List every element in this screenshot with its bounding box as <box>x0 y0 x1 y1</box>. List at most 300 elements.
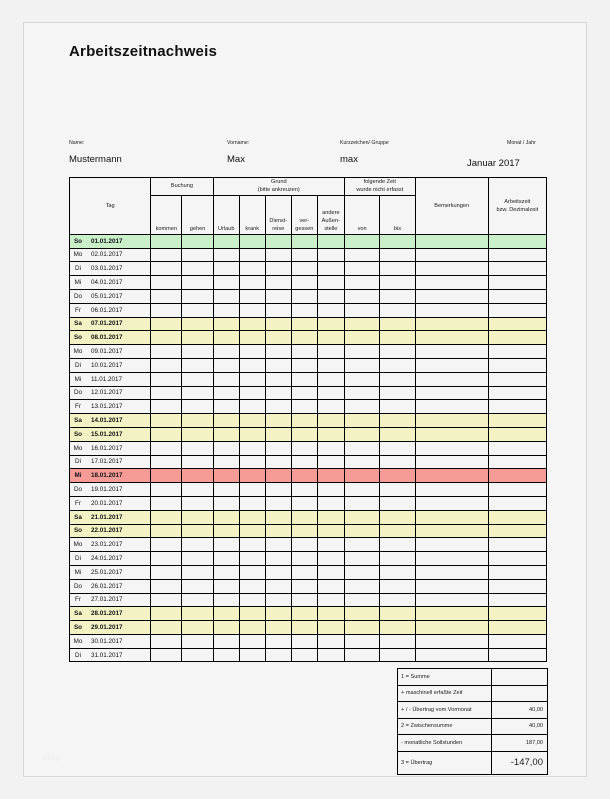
cell-urlaub[interactable] <box>213 496 239 510</box>
cell-vergessen[interactable] <box>291 524 317 538</box>
cell-gehen[interactable] <box>182 483 213 497</box>
cell-gehen[interactable] <box>182 303 213 317</box>
cell-aussenstelle[interactable] <box>317 607 344 621</box>
cell-bemerkungen[interactable] <box>415 358 488 372</box>
cell-gehen[interactable] <box>182 510 213 524</box>
cell-dienstreise[interactable] <box>265 441 291 455</box>
cell-dienstreise[interactable] <box>265 358 291 372</box>
cell-gehen[interactable] <box>182 524 213 538</box>
cell-kommen[interactable] <box>151 621 182 635</box>
cell-von[interactable] <box>344 358 379 372</box>
cell-von[interactable] <box>344 317 379 331</box>
cell-vergessen[interactable] <box>291 607 317 621</box>
cell-arbeitszeit[interactable] <box>488 552 546 566</box>
cell-bis[interactable] <box>380 331 415 345</box>
cell-arbeitszeit[interactable] <box>488 565 546 579</box>
cell-gehen[interactable] <box>182 276 213 290</box>
cell-arbeitszeit[interactable] <box>488 593 546 607</box>
cell-von[interactable] <box>344 510 379 524</box>
cell-krank[interactable] <box>239 358 265 372</box>
cell-bemerkungen[interactable] <box>415 276 488 290</box>
cell-vergessen[interactable] <box>291 303 317 317</box>
cell-kommen[interactable] <box>151 372 182 386</box>
cell-dienstreise[interactable] <box>265 455 291 469</box>
cell-gehen[interactable] <box>182 538 213 552</box>
cell-gehen[interactable] <box>182 634 213 648</box>
cell-von[interactable] <box>344 579 379 593</box>
cell-gehen[interactable] <box>182 441 213 455</box>
cell-dienstreise[interactable] <box>265 303 291 317</box>
cell-gehen[interactable] <box>182 262 213 276</box>
cell-krank[interactable] <box>239 248 265 262</box>
cell-aussenstelle[interactable] <box>317 317 344 331</box>
cell-aussenstelle[interactable] <box>317 345 344 359</box>
cell-von[interactable] <box>344 648 379 662</box>
cell-krank[interactable] <box>239 621 265 635</box>
cell-urlaub[interactable] <box>213 262 239 276</box>
cell-kommen[interactable] <box>151 386 182 400</box>
cell-vergessen[interactable] <box>291 331 317 345</box>
cell-arbeitszeit[interactable] <box>488 621 546 635</box>
cell-vergessen[interactable] <box>291 621 317 635</box>
cell-urlaub[interactable] <box>213 593 239 607</box>
cell-dienstreise[interactable] <box>265 496 291 510</box>
cell-dienstreise[interactable] <box>265 234 291 248</box>
cell-arbeitszeit[interactable] <box>488 317 546 331</box>
cell-dienstreise[interactable] <box>265 565 291 579</box>
cell-gehen[interactable] <box>182 317 213 331</box>
cell-aussenstelle[interactable] <box>317 565 344 579</box>
cell-bis[interactable] <box>380 565 415 579</box>
cell-krank[interactable] <box>239 496 265 510</box>
cell-urlaub[interactable] <box>213 607 239 621</box>
cell-arbeitszeit[interactable] <box>488 414 546 428</box>
cell-aussenstelle[interactable] <box>317 538 344 552</box>
cell-aussenstelle[interactable] <box>317 634 344 648</box>
cell-arbeitszeit[interactable] <box>488 331 546 345</box>
cell-urlaub[interactable] <box>213 552 239 566</box>
cell-dienstreise[interactable] <box>265 427 291 441</box>
cell-krank[interactable] <box>239 607 265 621</box>
cell-von[interactable] <box>344 634 379 648</box>
cell-bis[interactable] <box>380 234 415 248</box>
cell-vergessen[interactable] <box>291 372 317 386</box>
cell-gehen[interactable] <box>182 400 213 414</box>
cell-krank[interactable] <box>239 289 265 303</box>
cell-bis[interactable] <box>380 455 415 469</box>
cell-dienstreise[interactable] <box>265 262 291 276</box>
cell-aussenstelle[interactable] <box>317 234 344 248</box>
cell-aussenstelle[interactable] <box>317 372 344 386</box>
cell-gehen[interactable] <box>182 331 213 345</box>
cell-vergessen[interactable] <box>291 496 317 510</box>
cell-krank[interactable] <box>239 483 265 497</box>
cell-kommen[interactable] <box>151 524 182 538</box>
cell-arbeitszeit[interactable] <box>488 538 546 552</box>
cell-kommen[interactable] <box>151 469 182 483</box>
cell-bemerkungen[interactable] <box>415 317 488 331</box>
cell-aussenstelle[interactable] <box>317 455 344 469</box>
cell-kommen[interactable] <box>151 496 182 510</box>
cell-aussenstelle[interactable] <box>317 648 344 662</box>
cell-bemerkungen[interactable] <box>415 414 488 428</box>
cell-von[interactable] <box>344 276 379 290</box>
cell-bemerkungen[interactable] <box>415 455 488 469</box>
cell-dienstreise[interactable] <box>265 552 291 566</box>
cell-urlaub[interactable] <box>213 248 239 262</box>
cell-urlaub[interactable] <box>213 579 239 593</box>
cell-vergessen[interactable] <box>291 565 317 579</box>
cell-arbeitszeit[interactable] <box>488 483 546 497</box>
cell-von[interactable] <box>344 345 379 359</box>
cell-gehen[interactable] <box>182 496 213 510</box>
cell-bemerkungen[interactable] <box>415 565 488 579</box>
cell-aussenstelle[interactable] <box>317 400 344 414</box>
cell-arbeitszeit[interactable] <box>488 634 546 648</box>
cell-von[interactable] <box>344 565 379 579</box>
cell-gehen[interactable] <box>182 579 213 593</box>
cell-dienstreise[interactable] <box>265 345 291 359</box>
cell-dienstreise[interactable] <box>265 386 291 400</box>
cell-urlaub[interactable] <box>213 358 239 372</box>
cell-krank[interactable] <box>239 469 265 483</box>
cell-arbeitszeit[interactable] <box>488 358 546 372</box>
cell-bemerkungen[interactable] <box>415 441 488 455</box>
cell-bemerkungen[interactable] <box>415 552 488 566</box>
cell-gehen[interactable] <box>182 648 213 662</box>
cell-bemerkungen[interactable] <box>415 634 488 648</box>
cell-von[interactable] <box>344 538 379 552</box>
cell-urlaub[interactable] <box>213 524 239 538</box>
cell-von[interactable] <box>344 455 379 469</box>
cell-vergessen[interactable] <box>291 400 317 414</box>
cell-vergessen[interactable] <box>291 358 317 372</box>
cell-dienstreise[interactable] <box>265 538 291 552</box>
cell-krank[interactable] <box>239 455 265 469</box>
cell-aussenstelle[interactable] <box>317 414 344 428</box>
cell-kommen[interactable] <box>151 634 182 648</box>
cell-arbeitszeit[interactable] <box>488 496 546 510</box>
cell-arbeitszeit[interactable] <box>488 248 546 262</box>
cell-arbeitszeit[interactable] <box>488 510 546 524</box>
cell-bemerkungen[interactable] <box>415 345 488 359</box>
cell-dienstreise[interactable] <box>265 414 291 428</box>
cell-vergessen[interactable] <box>291 317 317 331</box>
cell-arbeitszeit[interactable] <box>488 234 546 248</box>
cell-aussenstelle[interactable] <box>317 331 344 345</box>
cell-urlaub[interactable] <box>213 414 239 428</box>
cell-dienstreise[interactable] <box>265 607 291 621</box>
summary-value[interactable] <box>492 669 548 686</box>
cell-krank[interactable] <box>239 345 265 359</box>
cell-krank[interactable] <box>239 400 265 414</box>
cell-urlaub[interactable] <box>213 331 239 345</box>
cell-urlaub[interactable] <box>213 510 239 524</box>
cell-urlaub[interactable] <box>213 372 239 386</box>
cell-bemerkungen[interactable] <box>415 303 488 317</box>
cell-krank[interactable] <box>239 510 265 524</box>
cell-gehen[interactable] <box>182 607 213 621</box>
cell-aussenstelle[interactable] <box>317 621 344 635</box>
cell-von[interactable] <box>344 427 379 441</box>
cell-bemerkungen[interactable] <box>415 579 488 593</box>
cell-bemerkungen[interactable] <box>415 469 488 483</box>
cell-dienstreise[interactable] <box>265 634 291 648</box>
cell-bemerkungen[interactable] <box>415 483 488 497</box>
cell-dienstreise[interactable] <box>265 621 291 635</box>
cell-von[interactable] <box>344 496 379 510</box>
cell-urlaub[interactable] <box>213 565 239 579</box>
cell-von[interactable] <box>344 234 379 248</box>
cell-urlaub[interactable] <box>213 303 239 317</box>
cell-kommen[interactable] <box>151 455 182 469</box>
cell-dienstreise[interactable] <box>265 579 291 593</box>
cell-bemerkungen[interactable] <box>415 262 488 276</box>
cell-kommen[interactable] <box>151 345 182 359</box>
cell-bis[interactable] <box>380 524 415 538</box>
cell-dienstreise[interactable] <box>265 469 291 483</box>
cell-kommen[interactable] <box>151 303 182 317</box>
cell-dienstreise[interactable] <box>265 524 291 538</box>
cell-bis[interactable] <box>380 538 415 552</box>
cell-vergessen[interactable] <box>291 248 317 262</box>
cell-von[interactable] <box>344 262 379 276</box>
cell-arbeitszeit[interactable] <box>488 372 546 386</box>
cell-gehen[interactable] <box>182 289 213 303</box>
cell-urlaub[interactable] <box>213 234 239 248</box>
cell-urlaub[interactable] <box>213 427 239 441</box>
cell-von[interactable] <box>344 441 379 455</box>
cell-kommen[interactable] <box>151 414 182 428</box>
summary-value[interactable]: 187,00 <box>492 735 548 752</box>
cell-vergessen[interactable] <box>291 441 317 455</box>
cell-bis[interactable] <box>380 372 415 386</box>
cell-vergessen[interactable] <box>291 510 317 524</box>
cell-dienstreise[interactable] <box>265 400 291 414</box>
cell-krank[interactable] <box>239 386 265 400</box>
cell-kommen[interactable] <box>151 607 182 621</box>
cell-kommen[interactable] <box>151 289 182 303</box>
cell-vergessen[interactable] <box>291 648 317 662</box>
cell-bemerkungen[interactable] <box>415 593 488 607</box>
cell-urlaub[interactable] <box>213 317 239 331</box>
cell-arbeitszeit[interactable] <box>488 441 546 455</box>
cell-gehen[interactable] <box>182 248 213 262</box>
cell-arbeitszeit[interactable] <box>488 524 546 538</box>
cell-dienstreise[interactable] <box>265 248 291 262</box>
cell-krank[interactable] <box>239 524 265 538</box>
cell-vergessen[interactable] <box>291 276 317 290</box>
cell-kommen[interactable] <box>151 538 182 552</box>
cell-bis[interactable] <box>380 400 415 414</box>
cell-dienstreise[interactable] <box>265 331 291 345</box>
cell-bemerkungen[interactable] <box>415 289 488 303</box>
cell-vergessen[interactable] <box>291 386 317 400</box>
cell-krank[interactable] <box>239 565 265 579</box>
cell-von[interactable] <box>344 386 379 400</box>
cell-urlaub[interactable] <box>213 455 239 469</box>
cell-bis[interactable] <box>380 414 415 428</box>
cell-gehen[interactable] <box>182 565 213 579</box>
cell-dienstreise[interactable] <box>265 648 291 662</box>
cell-krank[interactable] <box>239 234 265 248</box>
cell-von[interactable] <box>344 372 379 386</box>
cell-arbeitszeit[interactable] <box>488 427 546 441</box>
cell-bemerkungen[interactable] <box>415 248 488 262</box>
cell-vergessen[interactable] <box>291 538 317 552</box>
cell-aussenstelle[interactable] <box>317 579 344 593</box>
cell-bemerkungen[interactable] <box>415 524 488 538</box>
cell-bemerkungen[interactable] <box>415 386 488 400</box>
cell-krank[interactable] <box>239 262 265 276</box>
cell-bemerkungen[interactable] <box>415 234 488 248</box>
cell-krank[interactable] <box>239 579 265 593</box>
cell-arbeitszeit[interactable] <box>488 303 546 317</box>
cell-dienstreise[interactable] <box>265 276 291 290</box>
cell-kommen[interactable] <box>151 317 182 331</box>
cell-arbeitszeit[interactable] <box>488 455 546 469</box>
cell-kommen[interactable] <box>151 483 182 497</box>
cell-aussenstelle[interactable] <box>317 248 344 262</box>
cell-bemerkungen[interactable] <box>415 372 488 386</box>
cell-gehen[interactable] <box>182 358 213 372</box>
cell-vergessen[interactable] <box>291 289 317 303</box>
cell-von[interactable] <box>344 524 379 538</box>
cell-dienstreise[interactable] <box>265 317 291 331</box>
cell-bis[interactable] <box>380 345 415 359</box>
cell-aussenstelle[interactable] <box>317 303 344 317</box>
cell-bis[interactable] <box>380 248 415 262</box>
cell-aussenstelle[interactable] <box>317 496 344 510</box>
cell-von[interactable] <box>344 621 379 635</box>
summary-value[interactable]: 40,00 <box>492 718 548 735</box>
cell-aussenstelle[interactable] <box>317 386 344 400</box>
cell-bis[interactable] <box>380 289 415 303</box>
cell-bemerkungen[interactable] <box>415 607 488 621</box>
cell-arbeitszeit[interactable] <box>488 386 546 400</box>
cell-von[interactable] <box>344 593 379 607</box>
cell-dienstreise[interactable] <box>265 289 291 303</box>
cell-vergessen[interactable] <box>291 469 317 483</box>
cell-urlaub[interactable] <box>213 469 239 483</box>
cell-bis[interactable] <box>380 496 415 510</box>
cell-dienstreise[interactable] <box>265 483 291 497</box>
cell-bis[interactable] <box>380 386 415 400</box>
cell-krank[interactable] <box>239 276 265 290</box>
cell-von[interactable] <box>344 469 379 483</box>
cell-arbeitszeit[interactable] <box>488 469 546 483</box>
cell-vergessen[interactable] <box>291 579 317 593</box>
cell-krank[interactable] <box>239 317 265 331</box>
cell-dienstreise[interactable] <box>265 510 291 524</box>
cell-bemerkungen[interactable] <box>415 496 488 510</box>
cell-arbeitszeit[interactable] <box>488 276 546 290</box>
cell-aussenstelle[interactable] <box>317 427 344 441</box>
cell-aussenstelle[interactable] <box>317 483 344 497</box>
cell-krank[interactable] <box>239 634 265 648</box>
cell-krank[interactable] <box>239 427 265 441</box>
cell-urlaub[interactable] <box>213 634 239 648</box>
cell-urlaub[interactable] <box>213 621 239 635</box>
cell-krank[interactable] <box>239 331 265 345</box>
cell-aussenstelle[interactable] <box>317 510 344 524</box>
cell-von[interactable] <box>344 483 379 497</box>
cell-bis[interactable] <box>380 621 415 635</box>
cell-kommen[interactable] <box>151 358 182 372</box>
cell-vergessen[interactable] <box>291 345 317 359</box>
cell-bemerkungen[interactable] <box>415 510 488 524</box>
cell-arbeitszeit[interactable] <box>488 607 546 621</box>
cell-kommen[interactable] <box>151 579 182 593</box>
cell-urlaub[interactable] <box>213 345 239 359</box>
cell-kommen[interactable] <box>151 441 182 455</box>
cell-kommen[interactable] <box>151 276 182 290</box>
cell-urlaub[interactable] <box>213 538 239 552</box>
cell-bis[interactable] <box>380 483 415 497</box>
cell-dienstreise[interactable] <box>265 593 291 607</box>
cell-bis[interactable] <box>380 427 415 441</box>
cell-vergessen[interactable] <box>291 634 317 648</box>
cell-gehen[interactable] <box>182 414 213 428</box>
cell-kommen[interactable] <box>151 400 182 414</box>
cell-kommen[interactable] <box>151 552 182 566</box>
summary-value[interactable]: 40,00 <box>492 702 548 719</box>
cell-gehen[interactable] <box>182 469 213 483</box>
cell-bis[interactable] <box>380 317 415 331</box>
cell-bis[interactable] <box>380 469 415 483</box>
cell-vergessen[interactable] <box>291 483 317 497</box>
cell-von[interactable] <box>344 289 379 303</box>
cell-dienstreise[interactable] <box>265 372 291 386</box>
cell-urlaub[interactable] <box>213 289 239 303</box>
cell-vergessen[interactable] <box>291 234 317 248</box>
cell-gehen[interactable] <box>182 455 213 469</box>
cell-von[interactable] <box>344 303 379 317</box>
cell-kommen[interactable] <box>151 565 182 579</box>
cell-aussenstelle[interactable] <box>317 262 344 276</box>
cell-urlaub[interactable] <box>213 276 239 290</box>
cell-aussenstelle[interactable] <box>317 358 344 372</box>
cell-bis[interactable] <box>380 552 415 566</box>
cell-krank[interactable] <box>239 372 265 386</box>
cell-arbeitszeit[interactable] <box>488 579 546 593</box>
cell-krank[interactable] <box>239 414 265 428</box>
cell-krank[interactable] <box>239 552 265 566</box>
summary-value[interactable] <box>492 685 548 702</box>
cell-bis[interactable] <box>380 648 415 662</box>
cell-aussenstelle[interactable] <box>317 593 344 607</box>
cell-arbeitszeit[interactable] <box>488 345 546 359</box>
cell-vergessen[interactable] <box>291 552 317 566</box>
cell-gehen[interactable] <box>182 234 213 248</box>
cell-bis[interactable] <box>380 510 415 524</box>
cell-urlaub[interactable] <box>213 441 239 455</box>
cell-gehen[interactable] <box>182 386 213 400</box>
cell-krank[interactable] <box>239 441 265 455</box>
cell-gehen[interactable] <box>182 552 213 566</box>
cell-krank[interactable] <box>239 538 265 552</box>
cell-vergessen[interactable] <box>291 262 317 276</box>
cell-von[interactable] <box>344 331 379 345</box>
cell-von[interactable] <box>344 414 379 428</box>
cell-gehen[interactable] <box>182 345 213 359</box>
cell-aussenstelle[interactable] <box>317 276 344 290</box>
cell-bis[interactable] <box>380 593 415 607</box>
cell-arbeitszeit[interactable] <box>488 648 546 662</box>
cell-bis[interactable] <box>380 303 415 317</box>
cell-bemerkungen[interactable] <box>415 648 488 662</box>
cell-krank[interactable] <box>239 593 265 607</box>
